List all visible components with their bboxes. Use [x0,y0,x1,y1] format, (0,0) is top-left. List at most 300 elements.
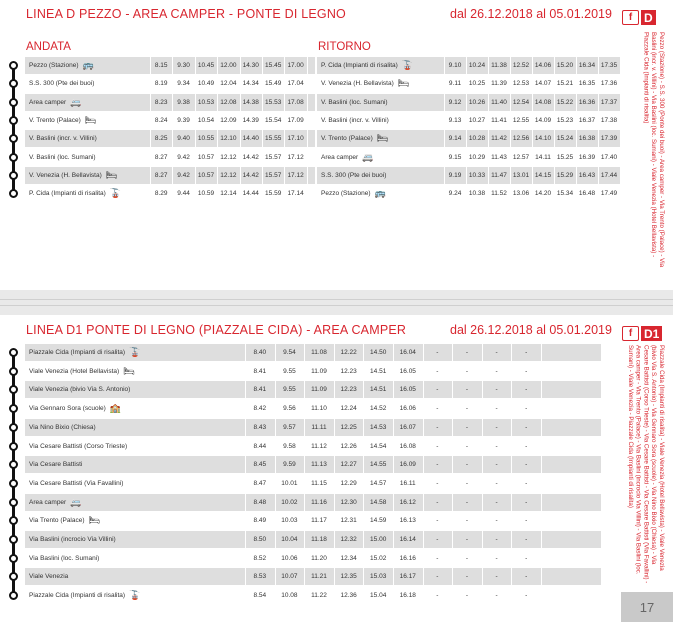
time-cell: - [525,498,528,506]
time-cell: 8.23 [154,98,168,106]
line-d-title: LINEA D PEZZO - AREA CAMPER - PONTE DI LEGNO [26,7,346,21]
time-cell: 8.45 [253,461,267,469]
time-cell: - [465,461,469,469]
stop-label: Pezzo (Stazione) [321,190,371,198]
bus-icon: 🚌 [82,60,94,70]
stop-name [29,130,97,147]
stop-name [29,550,99,567]
time-cell: - [525,349,528,356]
time-cell: 14.20 [534,190,552,198]
table-row [317,167,620,184]
time-cell: 16.08 [399,442,416,450]
time-cell: 10.54 [197,116,215,124]
time-cell: - [436,536,439,543]
time-cell: 17.37 [600,98,618,106]
time-cell: 13.06 [512,190,530,198]
hotel-bed-icon: 🛏 [397,78,410,89]
time-cell: - [465,367,469,375]
time-cell: 9.30 [177,62,190,69]
table-row [25,568,601,585]
stop-label: Viale Venezia (Hotel Bellavista) [29,367,120,375]
time-cell: 9.44 [177,190,190,198]
time-cell: 12.53 [512,80,530,88]
column-divider [393,344,394,606]
stop-label: V. Trento (Palace) [321,135,373,143]
time-cell: 9.24 [448,190,462,198]
time-cell: 15.02 [370,554,387,562]
line-d1-letter: D1 [641,326,662,341]
table-row [317,149,620,166]
column-divider [511,344,512,606]
stop-label: Piazzale Cida (Impianti di risalita) [29,592,126,600]
time-cell: 17.00 [287,62,304,69]
time-cell: - [465,386,469,394]
stop-name [29,456,82,473]
table-row [25,57,315,74]
time-cell: 15.03 [370,573,387,581]
time-cell: 16.05 [399,367,416,375]
time-cell: 8.48 [253,498,267,506]
stop-label: S.S. 300 (Pte dei buoi) [321,171,387,179]
table-row [317,57,620,74]
time-cell: 10.57 [197,171,215,179]
column-divider [554,57,555,203]
time-cell: 12.09 [220,116,237,124]
time-cell: 17.40 [600,153,618,161]
stop-marker-icon [9,171,18,180]
stop-marker-icon [9,61,18,70]
time-cell: 14.44 [242,190,259,198]
time-cell: 9.59 [283,461,296,469]
column-divider [262,57,263,203]
stop-marker-icon [9,134,18,143]
stop-name [29,57,94,74]
table-row [25,550,601,567]
time-cell: 9.40 [177,135,190,143]
time-cell: 10.53 [197,98,215,106]
time-cell: 14.55 [370,461,387,469]
time-cell: 14.53 [370,423,387,431]
time-cell: - [495,461,498,469]
ritorno-heading: RITORNO [318,41,371,53]
time-cell: 11.15 [311,479,327,487]
time-cell: 8.42 [253,405,267,413]
time-cell: 10.04 [281,536,298,543]
time-cell: 8.49 [253,517,267,525]
stop-name [29,94,81,111]
table-row [25,494,601,511]
time-cell: 9.55 [283,367,296,375]
time-cell: 10.01 [281,479,298,487]
time-cell: 12.52 [512,62,530,69]
time-cell: 14.40 [242,135,259,143]
time-cell: 11.08 [311,349,327,356]
time-cell: 12.25 [340,423,357,431]
time-cell: 15.49 [265,80,282,88]
time-cell: 16.16 [399,554,416,562]
column-divider [307,57,308,203]
time-cell: - [525,536,528,543]
time-cell: 16.07 [399,423,416,431]
time-cell: 16.11 [399,479,416,487]
time-cell: 10.49 [197,80,215,88]
time-cell: 8.54 [253,592,267,600]
time-cell: - [436,386,439,394]
time-cell: 14.38 [242,98,259,106]
stop-marker-icon [9,153,18,162]
time-cell: 15.23 [556,116,574,124]
time-cell: 15.57 [265,171,282,179]
time-cell: - [436,349,439,356]
timetable-page-linea-d1 [0,315,673,622]
stop-name [29,568,68,585]
column-divider [245,344,246,606]
stop-label: Via Baslini (loc. Sumani) [29,554,100,562]
time-cell: - [495,573,498,581]
stop-name [321,185,386,202]
stop-name [29,475,123,492]
stop-label: P. Cida (Impianti di risalita) [321,62,398,69]
time-cell: 14.09 [534,116,552,124]
time-cell: - [465,479,469,487]
time-cell: - [436,517,439,525]
stop-label: V. Baslini (incr. v. Villini) [29,135,97,143]
time-cell: 8.15 [154,62,168,69]
time-cell: 11.42 [491,135,507,143]
time-cell: 15.59 [265,190,282,198]
column-divider [217,57,218,203]
stop-label: Via Cesare Battisti [29,461,83,469]
stop-label: Pezzo (Stazione) [29,62,79,69]
time-cell: 11.47 [491,171,507,179]
camper-icon: 🚐 [362,151,374,162]
time-cell: 15.45 [265,62,282,69]
stop-name [29,112,96,129]
time-cell: - [436,423,439,431]
stop-label: Viale Venezia (bivio Via S. Antonio) [29,386,131,394]
time-cell: 9.42 [177,171,190,179]
time-cell: 11.11 [311,423,327,431]
time-cell: 15.21 [556,80,574,88]
time-cell: - [495,423,498,431]
time-cell: 9.54 [283,349,296,356]
column-divider [275,344,276,606]
time-cell: - [465,592,469,600]
time-cell: 17.08 [287,98,304,106]
stop-name [321,149,373,166]
time-cell: 14.34 [242,80,259,88]
time-cell: 12.10 [220,135,237,143]
time-cell: 8.50 [253,536,267,543]
cable-car-icon: 🚡 [129,590,141,601]
time-cell: 14.57 [370,479,387,487]
stop-label: Via Baslini (incrocio Via Villini) [29,536,116,543]
time-cell: 9.19 [448,171,462,179]
time-cell: - [465,554,469,562]
stop-label: V. Baslini (loc. Sumani) [29,153,96,161]
time-cell: 17.09 [287,116,304,124]
stop-label: V. Trento (Palace) [29,116,81,124]
stop-label: P. Cida (Impianti di risalita) [29,190,106,198]
time-cell: 15.25 [556,153,574,161]
stop-marker-icon [9,460,18,469]
camper-icon: 🚐 [70,496,82,507]
time-cell: 8.19 [154,80,168,88]
line-d1-route-description: Piazzale Cida (Impianti di risalita) - Viale Venezia (Hotel Bellavista) - Viale Venezia (bivio Via S. Antonio) - Via Gennaro Sora (scuole) - Via Nino Bixio (Chiesa) - Via Cesare Battisti (Corso Trieste) - Via Cesare Battisti - Via Cesare Battisti (Via Favallini) - Area camper - Via Trento (Palace) - Via Baslini (incrocio Via Villini) - Via Baslini (loc. Sumani) - Viale Venezia - Piazzale Cida (Impianti di risalita) [626,345,665,584]
time-cell: - [525,592,528,600]
time-cell: 11.12 [311,442,327,450]
time-cell: 8.27 [154,153,168,161]
andata-heading: ANDATA [26,41,71,53]
time-cell: - [525,461,528,469]
time-cell: 14.11 [535,153,551,161]
time-cell: 9.10 [448,62,462,69]
time-cell: 12.36 [340,592,357,600]
page-number: 17 [621,592,673,622]
time-cell: 11.21 [311,573,327,581]
table-row [25,531,601,548]
time-cell: 8.52 [253,554,267,562]
time-cell: 15.54 [265,116,282,124]
time-cell: 12.08 [220,98,237,106]
time-cell: 15.20 [556,62,574,69]
time-cell: - [436,498,439,506]
table-row [317,94,620,111]
time-cell: 12.12 [220,171,237,179]
time-cell: 9.58 [283,442,296,450]
cable-car-icon: 🚡 [401,60,414,70]
time-cell: 9.42 [177,153,190,161]
time-cell: 12.26 [340,442,357,450]
time-cell: 14.42 [242,153,259,161]
time-cell: 11.18 [311,536,327,543]
time-cell: 12.56 [512,135,530,143]
stop-name [321,112,389,129]
time-cell: - [495,405,498,413]
line-d1-title: LINEA D1 PONTE DI LEGNO (PIAZZALE CIDA) - AREA CAMPER [26,323,407,337]
time-cell: 16.04 [399,349,416,356]
time-cell: 15.57 [265,153,282,161]
column-divider [172,57,173,203]
time-cell: - [525,517,528,525]
school-icon: 🏫 [109,403,122,414]
time-cell: 10.27 [468,116,486,124]
time-cell: 10.45 [197,62,215,69]
time-cell: 14.39 [242,116,259,124]
time-cell: - [465,498,469,506]
column-divider [304,344,305,606]
time-cell: 11.09 [311,386,327,394]
stop-label: V. Venezia (H. Bellavista) [321,80,394,88]
time-cell: 8.40 [253,349,267,356]
time-cell: 10.28 [468,135,486,143]
table-row [25,475,601,492]
time-cell: 10.03 [281,517,298,525]
table-row [25,94,315,111]
column-divider [150,57,151,203]
column-divider [598,57,599,203]
time-cell: 14.54 [370,442,387,450]
time-cell: 15.53 [265,98,282,106]
stop-name [29,531,116,548]
time-cell: 12.54 [512,98,530,106]
time-cell: 12.35 [340,573,357,581]
time-cell: - [465,573,469,581]
time-cell: - [465,405,469,413]
time-cell: 8.41 [253,367,267,375]
column-divider [363,344,364,606]
stop-name [321,57,413,74]
stop-label: Area camper [321,153,359,161]
time-cell: 8.24 [154,116,168,124]
time-cell: 16.05 [399,386,416,394]
time-cell: 8.41 [253,386,267,394]
stop-name [29,400,121,417]
time-cell: 8.25 [154,135,168,143]
stop-label: Piazzale Cida (Impianti di risalita) [29,349,126,356]
column-divider [240,57,241,203]
stop-label: Viale Venezia [29,573,69,581]
time-cell: 11.39 [491,80,507,88]
time-cell: 17.12 [287,171,304,179]
time-cell: - [436,479,439,487]
time-cell: - [495,349,498,356]
time-cell: 10.26 [468,98,486,106]
stop-name [29,344,140,361]
stop-marker-icon [9,189,18,198]
time-cell: 9.39 [177,116,190,124]
stop-marker-icon [9,404,18,413]
hotel-bed-icon: 🛏 [105,169,118,180]
time-cell: 11.16 [311,498,327,506]
time-cell: 14.08 [534,98,552,106]
stop-name [29,438,127,455]
time-cell: - [465,423,469,431]
stop-name [29,587,140,604]
column-divider [532,57,533,203]
stop-label: V. Baslini (incr. v. Villini) [321,116,389,124]
time-cell: 15.04 [370,592,387,600]
cable-car-icon: 🚡 [129,347,141,357]
column-divider [576,57,577,203]
time-cell: - [436,461,439,469]
time-cell: - [495,442,498,450]
column-divider [488,57,489,203]
stop-name [29,363,135,380]
table-row [317,130,620,147]
time-cell: 12.55 [512,116,530,124]
time-cell: 12.24 [340,405,357,413]
stop-marker-icon [9,572,18,581]
camper-icon: 🚐 [70,96,82,107]
time-cell: 12.23 [340,367,357,375]
time-cell: 9.55 [283,386,296,394]
time-cell: 17.14 [287,190,304,198]
stop-name [29,381,130,398]
time-cell: 11.52 [491,190,507,198]
table-row [25,587,601,604]
stop-name [29,419,96,436]
time-cell: 16.48 [578,190,596,198]
time-cell: 9.11 [448,80,462,88]
line-d1-date: dal 26.12.2018 al 05.01.2019 [450,323,612,337]
hotel-bed-icon: 🛏 [376,133,389,144]
stop-name [29,167,117,184]
time-cell: 14.52 [370,405,387,413]
stop-marker-icon [9,423,18,432]
stop-name [29,149,96,166]
time-cell: - [436,442,439,450]
time-cell: - [495,386,498,394]
time-cell: 11.09 [311,367,327,375]
time-cell: 16.39 [578,153,596,161]
time-cell: 8.27 [154,171,168,179]
table-row [25,185,315,202]
time-cell: - [465,517,469,525]
time-cell: 15.22 [556,98,574,106]
time-cell: 10.57 [197,153,215,161]
column-divider [541,344,542,606]
line-d1-badge [622,326,662,341]
table-row [25,456,601,473]
line-d-route-description: Pezzo (Stazione) - S.S. 300 (Ponte dei buoi) - Area camper - Via Trento (Palace) - Via Baslini (incr. v. Villini) - Via Baslini (loc. Sumani) - Viale Venezia (Hotel Bellavista) - Piazzale Cida (Impianti di risalita) [642,32,665,268]
stop-marker-icon [9,516,18,525]
stop-name [321,167,386,184]
time-cell: 16.12 [399,498,416,506]
time-cell: 17.35 [600,62,618,69]
line-d-letter: D [641,10,656,25]
column-divider [444,57,445,203]
time-cell: 16.13 [399,517,416,525]
time-cell: 8.44 [253,442,267,450]
time-cell: 14.15 [534,171,552,179]
time-cell: 16.37 [578,116,596,124]
time-cell: 10.08 [281,592,298,600]
time-cell: 9.15 [448,153,462,161]
time-cell: 12.29 [340,479,357,487]
table-row [25,167,315,184]
table-row [25,344,601,361]
stop-marker-icon [9,479,18,488]
time-cell: 10.25 [468,80,486,88]
time-cell: - [495,367,498,375]
time-cell: 14.50 [370,349,387,356]
time-cell: 15.34 [556,190,574,198]
time-cell: 17.38 [600,116,618,124]
time-cell: - [525,442,528,450]
time-cell: 14.42 [242,171,259,179]
time-cell: 14.59 [370,517,387,525]
time-cell: - [495,498,498,506]
column-divider [482,344,483,606]
stop-label: V. Baslini (loc. Sumani) [321,98,388,106]
time-cell: - [525,386,528,394]
time-cell: 12.22 [340,349,357,356]
time-cell: 10.06 [281,554,298,562]
stop-marker-icon [9,554,18,563]
time-cell: 17.44 [600,171,618,179]
time-cell: 11.20 [311,554,327,562]
table-row [25,112,315,129]
time-cell: - [436,367,439,375]
time-cell: 11.40 [491,98,507,106]
stop-label: Via Gennaro Sora (scuole) [29,405,106,413]
column-divider [195,57,196,203]
time-cell: 14.51 [370,367,387,375]
stop-label: V. Venezia (H. Bellavista) [29,171,102,179]
time-cell: 11.22 [311,592,327,600]
line-d-date: dal 26.12.2018 al 05.01.2019 [450,7,612,21]
